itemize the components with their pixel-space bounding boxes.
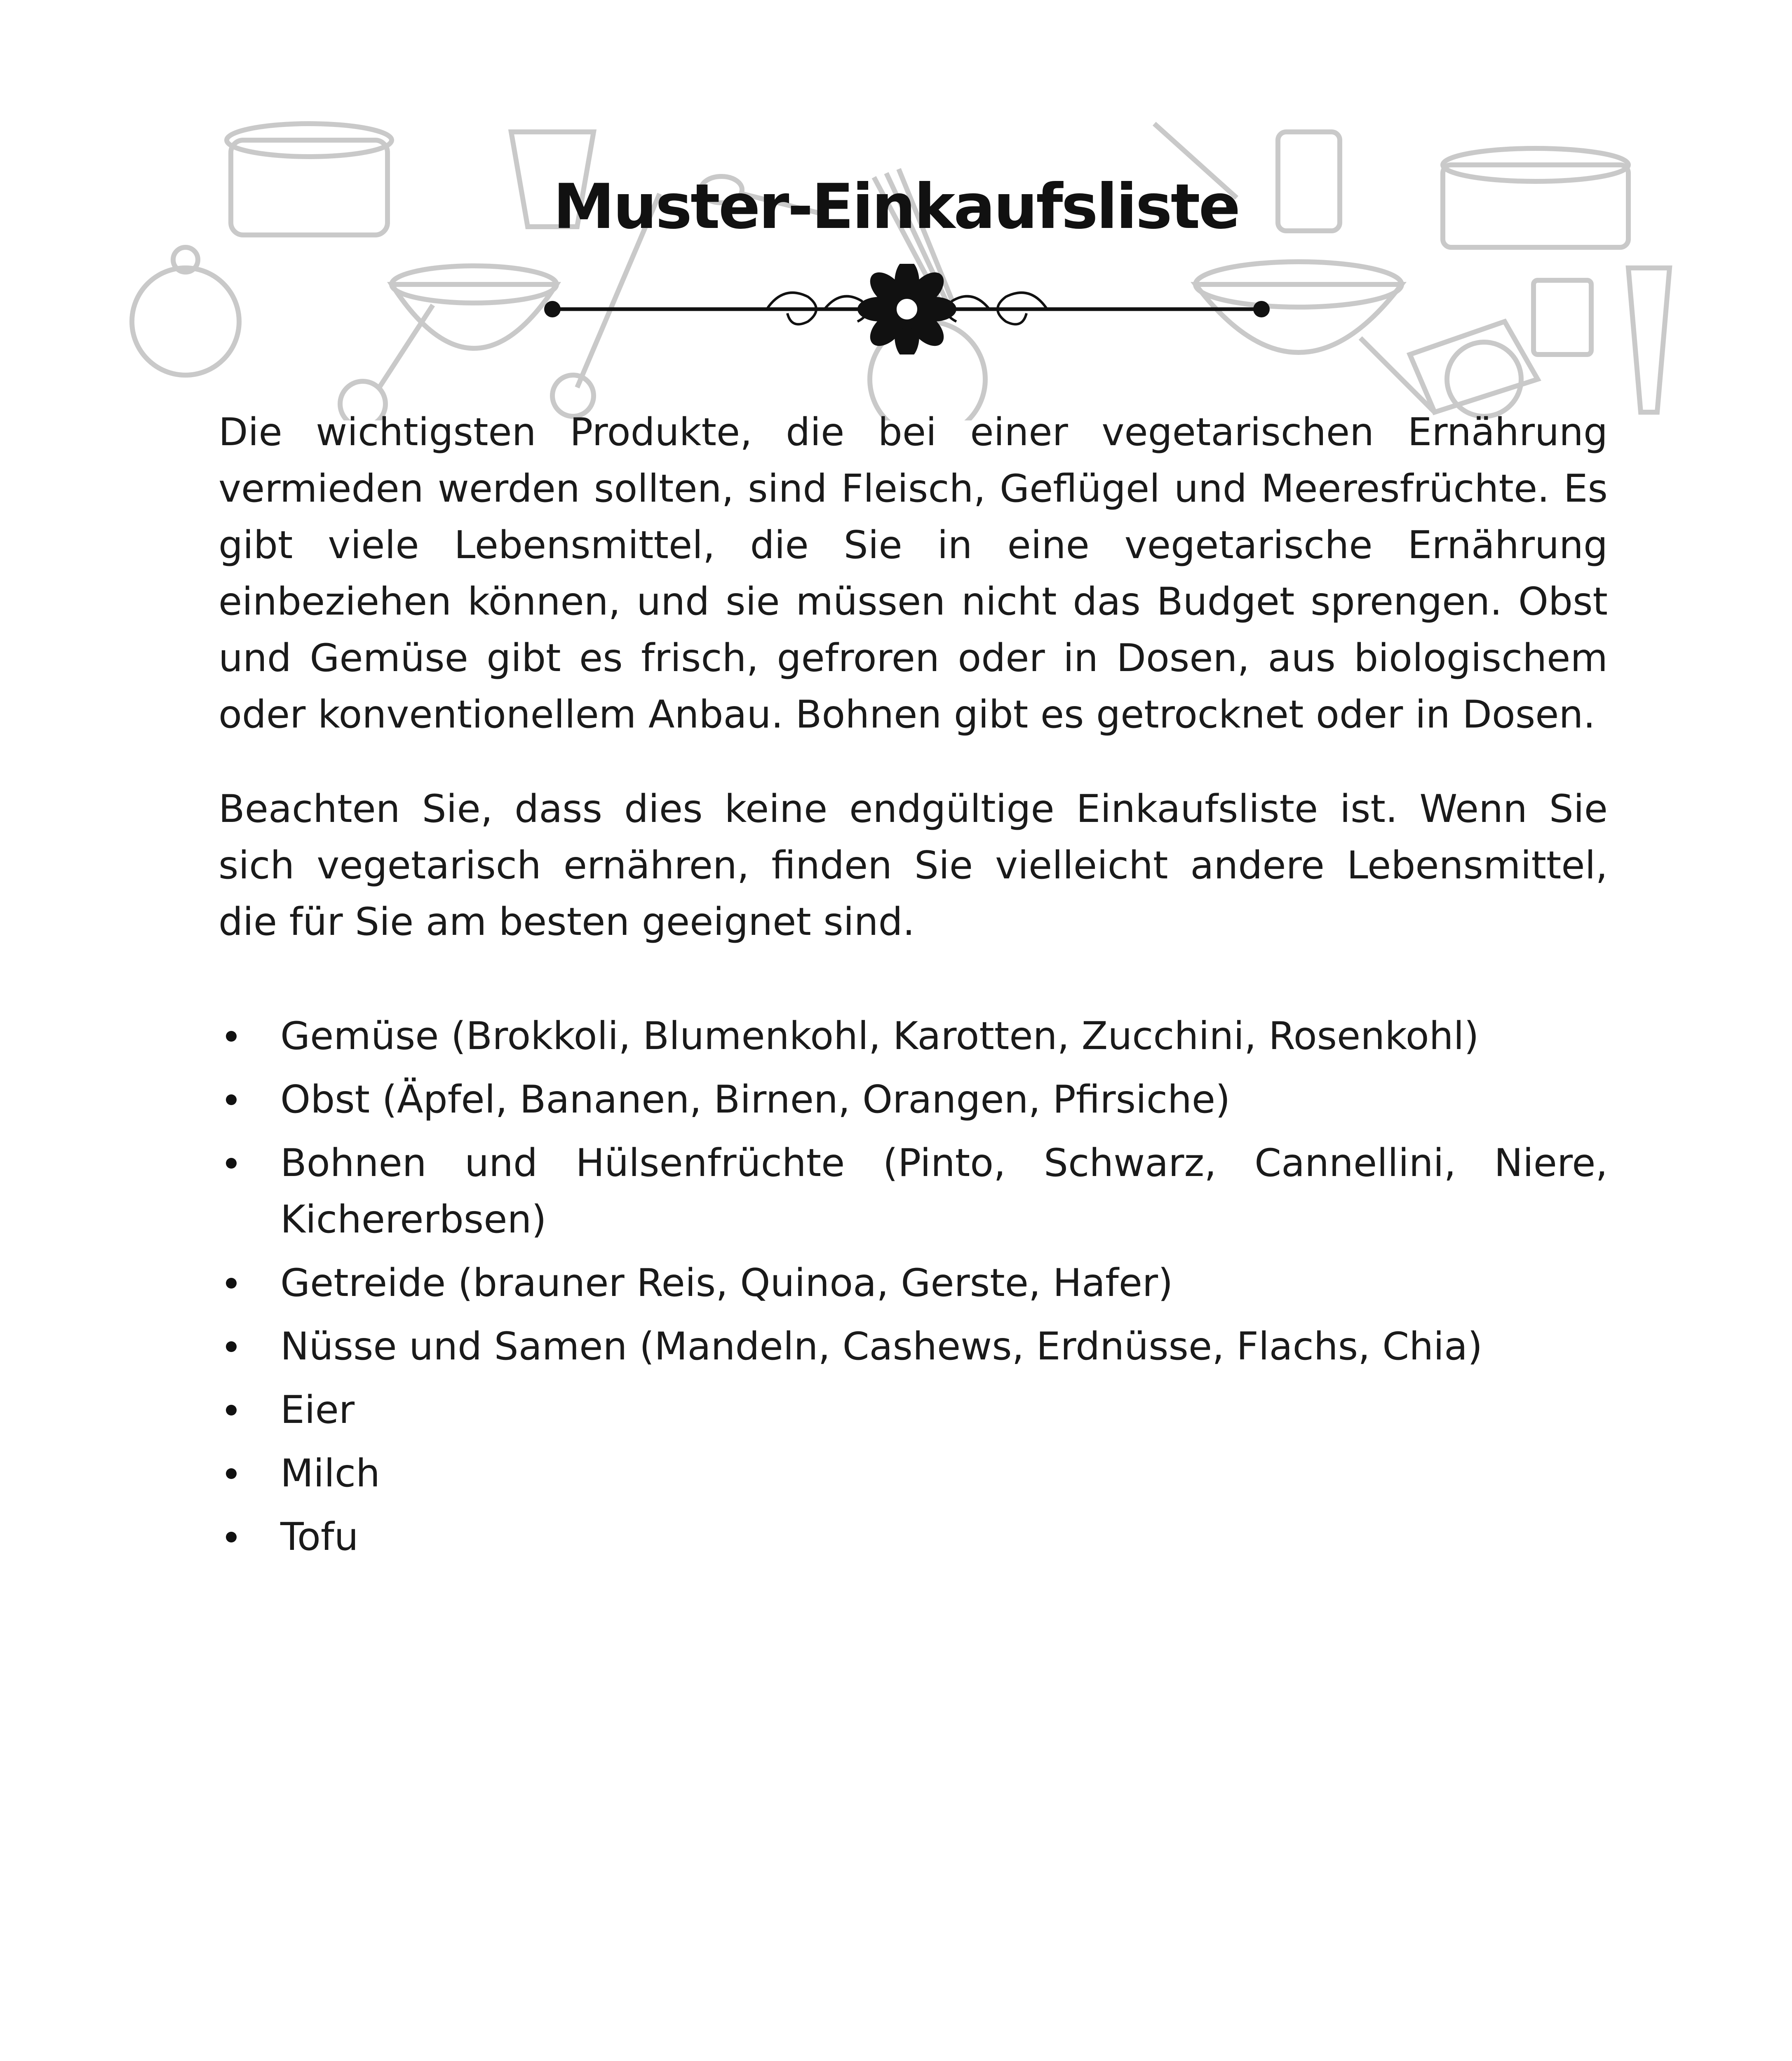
bullet-icon — [226, 1341, 237, 1352]
list-item — [218, 1509, 1608, 1565]
list-item — [218, 1382, 1608, 1438]
note-paragraph: Beachten Sie, dass dies keine endgültige Einkaufsliste ist. Wenn Sie sich vegetarisch ernähren, finden Sie vielleicht andere Lebensmittel, die für Sie am besten geeignet sind. — [218, 786, 1608, 944]
page-title: Muster-Einkaufsliste — [553, 171, 1239, 243]
list-item-text: Getreide (brauner Reis, Quinoa, Gerste, Hafer) — [280, 1261, 1173, 1305]
list-item-text: Bohnen und Hülsenfrüchte (Pinto, Schwarz, Cannellini, Niere, Kichererbsen) — [280, 1141, 1608, 1242]
list-item — [218, 1135, 1608, 1248]
list-item-text: Eier — [280, 1387, 355, 1432]
list-item — [218, 1008, 1608, 1064]
intro-paragraph: Die wichtigsten Produkte, die bei einer vegetarischen Ernährung vermieden werden sollten, sind Fleisch, Geflügel und Meeresfrüchte. Es gibt viele Lebensmittel, die Sie in eine vegetarische Ernährung einbeziehen können, und sie müssen nicht das Budget sprengen. Obst und Gemüse gibt es frisch, gefroren oder in Dosen, aus biologischem oder konventionellem Anbau. Bohnen gibt es getrocknet oder in Dosen. — [218, 410, 1608, 737]
flower-ornament-icon — [857, 264, 956, 354]
list-item-text: Obst (Äpfel, Bananen, Birnen, Orangen, Pfirsiche) — [280, 1077, 1231, 1122]
bullet-icon — [226, 1532, 237, 1542]
shopping-list — [218, 1008, 1608, 1565]
list-item-text: Tofu — [280, 1514, 359, 1559]
list-item — [218, 1255, 1608, 1311]
list-item-text: Nüsse und Samen (Mandeln, Cashews, Erdnüsse, Flachs, Chia) — [280, 1324, 1483, 1369]
list-item — [218, 1071, 1608, 1128]
bullet-icon — [226, 1405, 237, 1415]
list-item — [218, 1318, 1608, 1375]
bullet-icon — [226, 1094, 237, 1105]
list-item-text: Gemüse (Brokkoli, Blumenkohl, Karotten, Zucchini, Rosenkohl) — [280, 1014, 1479, 1058]
document-body — [218, 404, 1608, 1572]
bullet-icon — [226, 1031, 237, 1042]
list-item — [218, 1445, 1608, 1502]
bullet-icon — [226, 1278, 237, 1289]
kitchen-utensils-sketch-top — [0, 91, 1792, 420]
title-divider — [536, 264, 1278, 354]
bullet-icon — [226, 1158, 237, 1169]
bullet-icon — [226, 1468, 237, 1479]
list-item-text: Milch — [280, 1451, 380, 1495]
